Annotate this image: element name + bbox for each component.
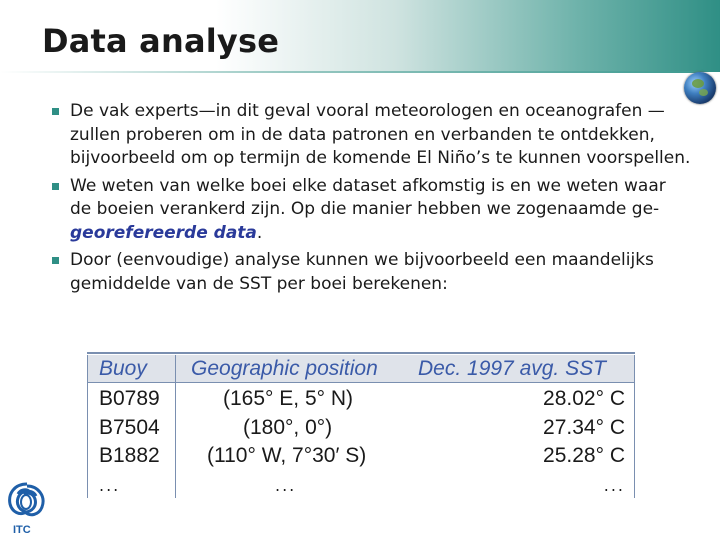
bullet-item bbox=[52, 100, 692, 171]
logo-text: ITC bbox=[13, 524, 31, 536]
cell-position: (110° W, 7°30′ S) bbox=[207, 444, 367, 467]
cell-sst: 25.28° C bbox=[543, 444, 625, 467]
bullet-text-end: . bbox=[256, 222, 263, 243]
header-buoy: Buoy bbox=[99, 357, 147, 380]
emphasized-term: georefereerde data bbox=[70, 222, 257, 243]
title-underline bbox=[0, 71, 700, 73]
bullet-marker-icon bbox=[52, 257, 59, 264]
slide-title: Data analyse bbox=[42, 22, 280, 60]
cell-buoy: B0789 bbox=[99, 387, 160, 410]
cell-ellipsis: ... bbox=[275, 476, 297, 495]
cell-buoy: B1882 bbox=[99, 444, 160, 467]
itc-logo bbox=[4, 480, 50, 536]
table-top-border bbox=[87, 352, 635, 354]
bullet-text: We weten van welke boei elke dataset afkomstig is en we weten waar de boeien verankerd zijn. Op die manier hebben we zogenaamde ge- bbox=[70, 175, 666, 219]
bullet-item bbox=[52, 175, 692, 246]
bullet-marker-icon bbox=[52, 108, 59, 115]
bullet-text: De vak experts—in dit geval vooral meteorologen en oceanografen —zullen proberen om in de data patronen en verbanden te ontdekken, bijvoorbeeld om op termijn de komende El Niño’s te kunnen voorspellen. bbox=[70, 101, 691, 168]
cell-ellipsis: ... bbox=[99, 476, 121, 495]
header-position: Geographic position bbox=[191, 357, 378, 380]
cell-buoy: B7504 bbox=[99, 416, 160, 439]
bullet-text: Door (eenvoudige) analyse kunnen we bijvoorbeeld een maandelijks gemiddelde van de SST per boei berekenen: bbox=[70, 250, 654, 294]
cell-sst: 28.02° C bbox=[543, 387, 625, 410]
cell-position: (180°, 0°) bbox=[243, 416, 333, 439]
cell-position: (165° E, 5° N) bbox=[223, 387, 354, 410]
bullet-item bbox=[52, 249, 692, 296]
table-left-border bbox=[87, 355, 88, 498]
cell-sst: 27.34° C bbox=[543, 416, 625, 439]
table-right-border bbox=[634, 355, 635, 498]
header-sst: Dec. 1997 avg. SST bbox=[418, 357, 606, 380]
bullet-list bbox=[52, 100, 692, 300]
bullet-marker-icon bbox=[52, 183, 59, 190]
buoy-sst-table bbox=[87, 352, 635, 500]
table-column-divider bbox=[175, 355, 176, 498]
cell-ellipsis: ... bbox=[603, 476, 625, 495]
table-header-separator bbox=[87, 382, 635, 383]
